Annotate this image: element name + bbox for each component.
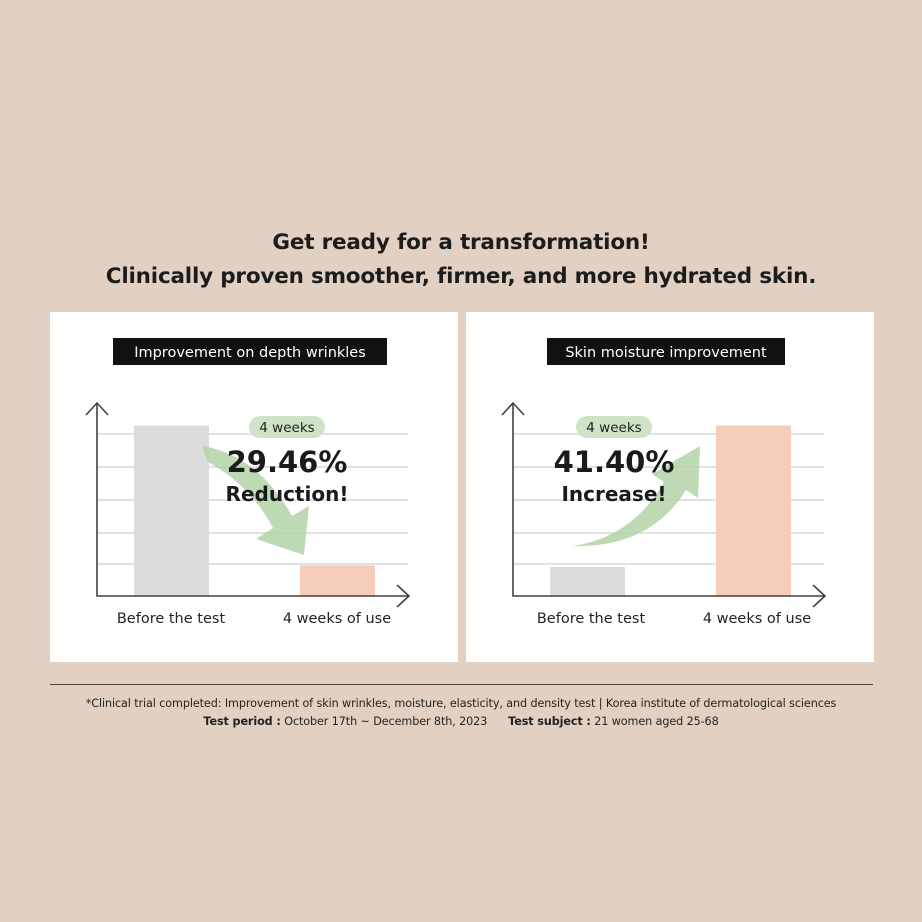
category-label-after: 4 weeks of use — [702, 611, 812, 627]
test-period-label: Test period : — [203, 715, 281, 728]
result-percentage: 41.40% — [553, 445, 675, 479]
wrinkles-chart-panel — [50, 312, 458, 662]
test-period-value: October 17th ~ December 8th, 2023 — [284, 715, 488, 728]
bar-before-test — [134, 426, 209, 596]
headline-line-2: Clinically proven smoother, firmer, and more hydrated skin. — [105, 264, 817, 289]
headline-line-1: Get ready for a transformation! — [272, 230, 650, 255]
category-label-after: 4 weeks of use — [282, 611, 392, 627]
category-label-before: Before the test — [116, 611, 226, 627]
wrinkles-chart — [50, 312, 458, 662]
headline — [0, 226, 922, 294]
result-label: Increase! — [561, 482, 667, 506]
footnote-divider — [50, 684, 873, 685]
bar-before-test — [550, 567, 625, 596]
moisture-chart-panel — [466, 312, 874, 662]
result-percentage: 29.46% — [226, 445, 348, 479]
result-label: Reduction! — [225, 482, 349, 506]
footnote-line-1: *Clinical trial completed: Improvement of skin wrinkles, moisture, elasticity, and density test | Korea institute of dermatological sciences — [85, 697, 837, 710]
chart-title: Improvement on depth wrinkles — [134, 345, 366, 361]
duration-badge-label: 4 weeks — [259, 420, 315, 436]
bar-after-4-weeks — [716, 426, 791, 596]
bar-after-4-weeks — [300, 565, 375, 596]
moisture-chart — [466, 312, 874, 662]
chart-title: Skin moisture improvement — [565, 345, 767, 361]
duration-badge-label: 4 weeks — [586, 420, 642, 436]
test-subject-label: Test subject : — [508, 715, 591, 728]
footnote-line-2 — [0, 715, 922, 728]
test-subject-value: 21 women aged 25-68 — [594, 715, 719, 728]
category-label-before: Before the test — [536, 611, 646, 627]
